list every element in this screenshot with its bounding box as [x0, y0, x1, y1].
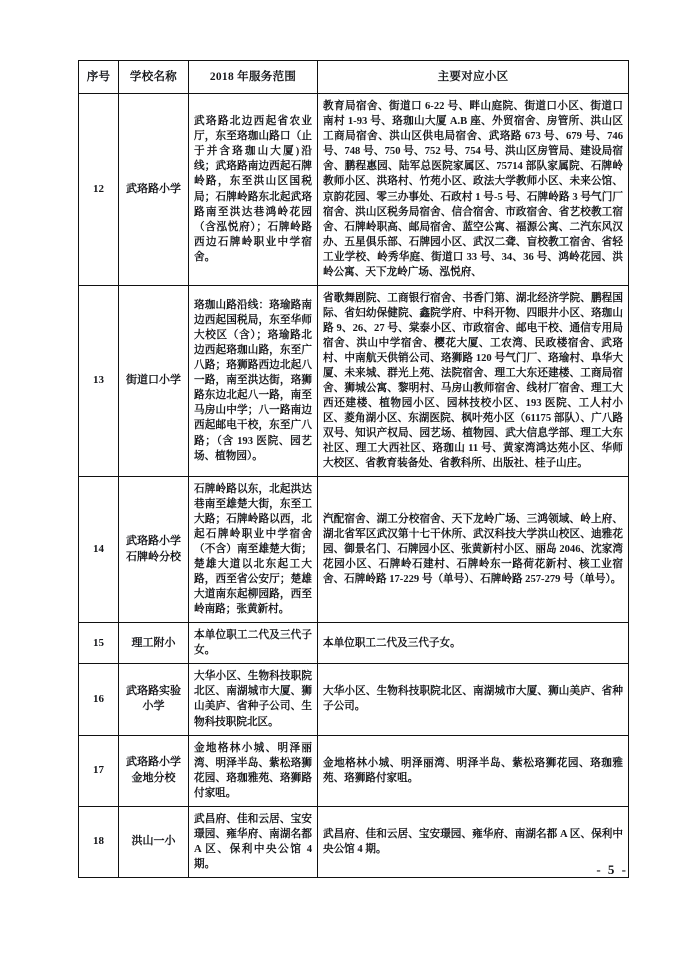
cell-service-range: 本单位职工二代及三代子女。: [189, 623, 318, 664]
cell-service-range: 珞珈山路沿线：珞瑜路南边西起国税局，东至华师大校区（含）；珞瑜路北边西起珞珈山路，东至广八路；珞狮路西边北起八一路，南至洪达街，珞狮路东边北起八一路，南至马房山中学；八一路南边西起邮电干校，东至广八路；（含 193 医院、园艺场、植物园）。: [189, 285, 318, 476]
table-row: [79, 94, 629, 285]
column-header-school-name: 学校名称: [119, 61, 189, 94]
cell-school-name: 武珞路小学石牌岭分校: [119, 477, 189, 623]
cell-main-areas: 教育局宿舍、街道口 6-22 号、畔山庭院、街道口小区、街道口南村 1-93 号、珞珈山大厦 A.B 座、外贸宿舍、房管所、洪山区工商局宿舍、洪山区供电局宿舍、武珞路 673 号、679 号、746 号、748 号、750 号、752 号、754 号、洪山区房管局、建设局宿舍、鹏程惠园、陆军总医院家属区、75714 部队家属院、石牌岭教师小区、洪珞村、竹苑小区、政法大学教师小区、未来公馆、京韵花园、零三办事处、石政村 1 号-5 号、石牌岭路 3 号气门厂宿舍、洪山区税务局宿舍、信合宿舍、市政宿舍、省艺校教工宿舍、石牌岭职高、邮局宿舍、蓝空公寓、福源公寓、二汽东风汉办、五星俱乐部、石牌园小区、武汉二聋、盲校教工宿舍、省轻工业学校、岭秀华庭、街道口 33 号、34、36 号、鸿岭花园、洪岭公寓、天下龙岭广场、泓悦府、: [318, 94, 629, 285]
cell-school-name: 武珞路小学金地分校: [119, 735, 189, 806]
cell-index: 14: [79, 477, 119, 623]
cell-school-name: 武珞路实验小学: [119, 664, 189, 735]
table-row: [79, 477, 629, 623]
cell-main-areas: 金地格林小城、明泽丽湾、明泽半岛、紫松珞狮花园、珞珈雅苑、珞狮路付家咀。: [318, 735, 629, 806]
school-service-table: [78, 60, 629, 878]
cell-index: 13: [79, 285, 119, 476]
page-number: - 5 -: [596, 862, 628, 877]
cell-index: 15: [79, 623, 119, 664]
table-row: [79, 664, 629, 735]
cell-index: 12: [79, 94, 119, 285]
cell-service-range: 武珞路北边西起省农业厅，东至珞珈山路口（止于并含珞珈山大厦)沿线；武珞路南边西起石牌岭路，东至洪山区国税局；石牌岭路东北起武珞路南至洪达巷鸿岭花园（含泓悦府）；石牌岭路西边石牌岭职业中学宿舍。: [189, 94, 318, 285]
table-header: [79, 61, 629, 94]
table-header-row: [79, 61, 629, 94]
column-header-main-areas: 主要对应小区: [318, 61, 629, 94]
cell-service-range: 大华小区、生物科技职院北区、南湖城市大厦、狮山美庐、省种子公司、生物科技职院北区。: [189, 664, 318, 735]
cell-service-range: 金地格林小城、明泽丽湾、明泽半岛、紫松珞狮花园、珞珈雅苑、珞狮路付家咀。: [189, 735, 318, 806]
cell-main-areas: 武昌府、佳和云居、宝安璟园、雍华府、南湖名都 A 区、保利中央公馆 4 期。: [318, 806, 629, 877]
cell-main-areas: 省歌舞剧院、工商银行宿舍、书香门第、湖北经济学院、鹏程国际、省妇幼保健院、鑫院学府、中科开物、四眼井小区、珞珈山路 9、26、27 号、棠泰小区、市政宿舍、邮电干校、通信专用局宿舍、洪山中学宿舍、樱花大厦、工农湾、民政楼宿舍、武珞村、中南航天供销公司、珞狮路 120 号气门厂、珞瑜村、阜华大厦、未来城、群光上苑、法院宿舍、理工大东还建楼、工商局宿舍、狮城公寓、黎明村、马房山教师宿舍、线材厂宿舍、理工大西还建楼、植物园小区、园林技校小区、193 医院、工人村小区、菱角湖小区、东湖医院、枫叶苑小区（61175 部队）、广八路双号、知识产权局、园艺场、植物园、武大信息学部、理工大东社区、理工大西社区、珞珈山 11 号、黄家湾鸿达苑小区、华师大校区、省教育装备处、省教科所、出版社、桂子山庄。: [318, 285, 629, 476]
cell-index: 18: [79, 806, 119, 877]
school-service-table-container: [78, 60, 628, 878]
cell-main-areas: 大华小区、生物科技职院北区、南湖城市大厦、狮山美庐、省种子公司。: [318, 664, 629, 735]
table-row: [79, 735, 629, 806]
cell-school-name: 街道口小学: [119, 285, 189, 476]
cell-main-areas: 汽配宿舍、湖工分校宿舍、天下龙岭广场、三鸿领域、岭上府、湖北省军区武汉第十七干休所、武汉科技大学洪山校区、迪雅花园、御景名门、石牌园小区、张黄新村小区、丽岛 2046、沈家湾花园小区、石牌岭石建村、石牌岭东一路荷花新村、核工业宿舍、石牌岭路 17-229 号（单号）、石牌岭路 257-279 号（单号）。: [318, 477, 629, 623]
cell-service-range: 武昌府、佳和云居、宝安璟园、雍华府、南湖名都 A 区、保利中央公馆 4 期。: [189, 806, 318, 877]
column-header-service-range: 2018 年服务范围: [189, 61, 318, 94]
cell-school-name: 理工附小: [119, 623, 189, 664]
column-header-index: 序号: [79, 61, 119, 94]
cell-index: 17: [79, 735, 119, 806]
table-body: [79, 94, 629, 877]
cell-school-name: 洪山一小: [119, 806, 189, 877]
cell-school-name: 武珞路小学: [119, 94, 189, 285]
cell-index: 16: [79, 664, 119, 735]
cell-main-areas: 本单位职工二代及三代子女。: [318, 623, 629, 664]
table-row: [79, 623, 629, 664]
table-row: [79, 285, 629, 476]
cell-service-range: 石牌岭路以东，北起洪达巷南至雄楚大街，东至工大路；石牌岭路以西，北起石牌岭职业中学宿舍（不含）南至雄楚大街；楚雄大道以北东起工大路，西至省公安厅；楚雄大道南东起柳园路，西至岭南路；张黄新村。: [189, 477, 318, 623]
